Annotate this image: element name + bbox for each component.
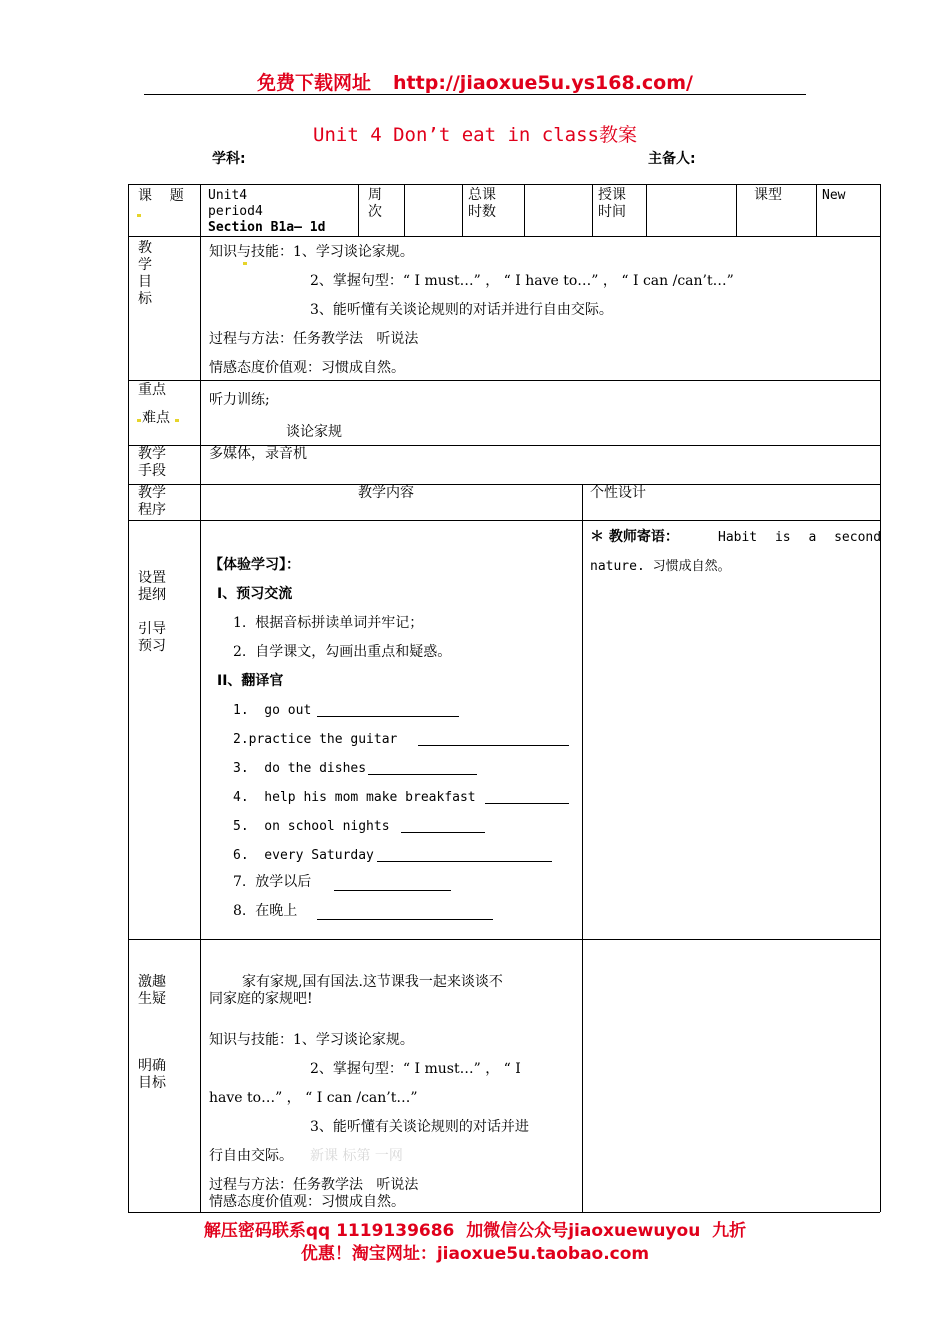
intro-line-2: 同家庭的家规吧! [209,991,313,1007]
row-divider [128,520,880,521]
column-divider [404,184,405,236]
preview-part-2: II、翻译官 [217,673,284,689]
answer-blank[interactable] [317,716,459,717]
translate-item-4: 4. help his mom make breakfast [233,790,476,805]
lesson-type-value: New [822,188,846,203]
goal-line-6: 过程与方法：任务教学法 听说法 [209,1177,419,1193]
column-divider [358,184,359,236]
download-url-link[interactable]: http://jiaoxue5u.ys168.com/ [393,72,693,94]
topic-label: 课 题 [138,188,184,204]
teacher-message-label: ＊ 教师寄语： [590,529,679,545]
week-label: 周次 [368,187,382,220]
teacher-message-text-2: nature. 习惯成自然。 [590,559,731,574]
lesson-plan-table [128,184,880,1212]
goal-line-5: 行自由交际。 [209,1148,293,1164]
translate-item-8: 8. 在晚上 [233,903,298,919]
preview-step-2: 2. 自学课文，勾画出重点和疑惑。 [233,644,452,660]
column-divider [736,184,737,236]
topic-line-3: Section B1a— 1d [208,220,326,235]
objective-line-4: 过程与方法：任务教学法 听说法 [209,331,419,347]
procedure-label: 教学程序 [138,485,166,518]
teaching-time-label: 授课时间 [598,187,626,220]
translate-item-6: 6. every Saturday [233,848,374,863]
goal-line-1: 知识与技能：1、学习谈论家规。 [209,1032,414,1048]
preparer-label: 主备人: [648,151,696,167]
table-border-bottom [128,1212,880,1213]
goal-line-2: 2、掌握句型：“ I must…” ， “ I [310,1061,521,1077]
footer-line-1: 解压密码联系qq 1119139686 加微信公众号jiaoxuewuyou 九折 [203,1221,747,1241]
answer-blank[interactable] [418,745,569,746]
preview-label-1: 设置提纲 [138,570,166,603]
column-divider [200,184,201,1212]
column-divider [592,184,593,236]
row-divider [128,484,880,485]
translate-item-1: 1. go out [233,703,312,718]
subject-label: 学科: [212,151,246,167]
column-divider [646,184,647,236]
teacher-message-text: Habit is a second [718,530,882,545]
row-divider [128,236,880,237]
download-label: 免费下载网址 [257,72,372,94]
table-border-left [128,184,129,1212]
teaching-means-value: 多媒体，录音机 [209,446,307,462]
column-divider [816,184,817,236]
lesson-type-label: 课型 [754,187,782,203]
difficult-point-label: 难点 [142,410,170,426]
preview-label-2: 引导预习 [138,621,166,654]
answer-blank[interactable] [485,803,569,804]
objective-line-3: 3、能听懂有关谈论规则的对话并进行自由交际。 [310,302,613,318]
goal-line-4: 3、能听懂有关谈论规则的对话并进 [310,1119,529,1135]
marker-dot [243,262,247,265]
column-divider [582,484,583,1212]
key-point-label: 重点 [138,382,166,398]
row-divider [128,939,880,940]
download-header [0,68,950,95]
topic-line-1: Unit4 [208,188,248,203]
preview-part-1: I、预习交流 [217,586,293,602]
header-rule [144,94,806,95]
teaching-means-label: 教学手段 [138,446,166,479]
key-point-line-2: 谈论家规 [286,424,342,440]
answer-blank[interactable] [334,890,451,891]
answer-blank[interactable] [401,832,485,833]
translate-item-3: 3. do the dishes [233,761,367,776]
answer-blank[interactable] [317,919,493,920]
goal-line-3: have to…” ， “ I can /can’t…” [209,1090,418,1106]
topic-line-2: period4 [208,204,263,219]
marker-dot [137,419,141,422]
translate-item-7: 7. 放学以后 [233,874,312,890]
total-hours-label: 总课时数 [468,187,496,220]
objective-line-2: 2、掌握句型：“ I must…” ， “ I have to…” ， “ I can /can’t…” [310,273,734,289]
content-header: 教学内容 [358,485,414,501]
document-title: Unit 4 Don’t eat in class教案 [313,124,637,146]
marker-dot [175,419,179,422]
table-border-right [880,184,881,1212]
answer-blank[interactable] [377,861,552,862]
objective-line-5: 情感态度价值观：习惯成自然。 [209,360,405,376]
preview-step-1: 1. 根据音标拼读单词并牢记； [233,615,424,631]
objectives-label: 教学目标 [138,240,152,307]
design-header: 个性设计 [590,485,646,501]
translate-item-5: 5. on school nights [233,819,390,834]
goal-label: 明确目标 [138,1058,166,1091]
intro-line-1: 家有家规,国有国法.这节课我一起来谈谈不 [242,974,503,990]
experience-section-title: 【体验学习】： [209,557,300,573]
answer-blank[interactable] [368,774,477,775]
interest-label: 激趣生疑 [138,974,166,1007]
row-divider [128,380,880,381]
column-divider [524,184,525,236]
table-border-top [128,184,880,185]
translate-item-2: 2.practice the guitar [233,732,398,747]
watermark-text: 新课 标第 一网 [310,1148,403,1164]
footer-line-2: 优惠！淘宝网址：jiaoxue5u.taobao.com [300,1244,650,1264]
column-divider [462,184,463,236]
goal-line-7: 情感态度价值观：习惯成自然。 [209,1194,405,1210]
marker-dot [137,214,141,217]
key-point-line-1: 听力训练; [209,392,270,408]
footer-notice [0,1220,950,1266]
objective-line-1: 知识与技能：1、学习谈论家规。 [209,244,414,260]
